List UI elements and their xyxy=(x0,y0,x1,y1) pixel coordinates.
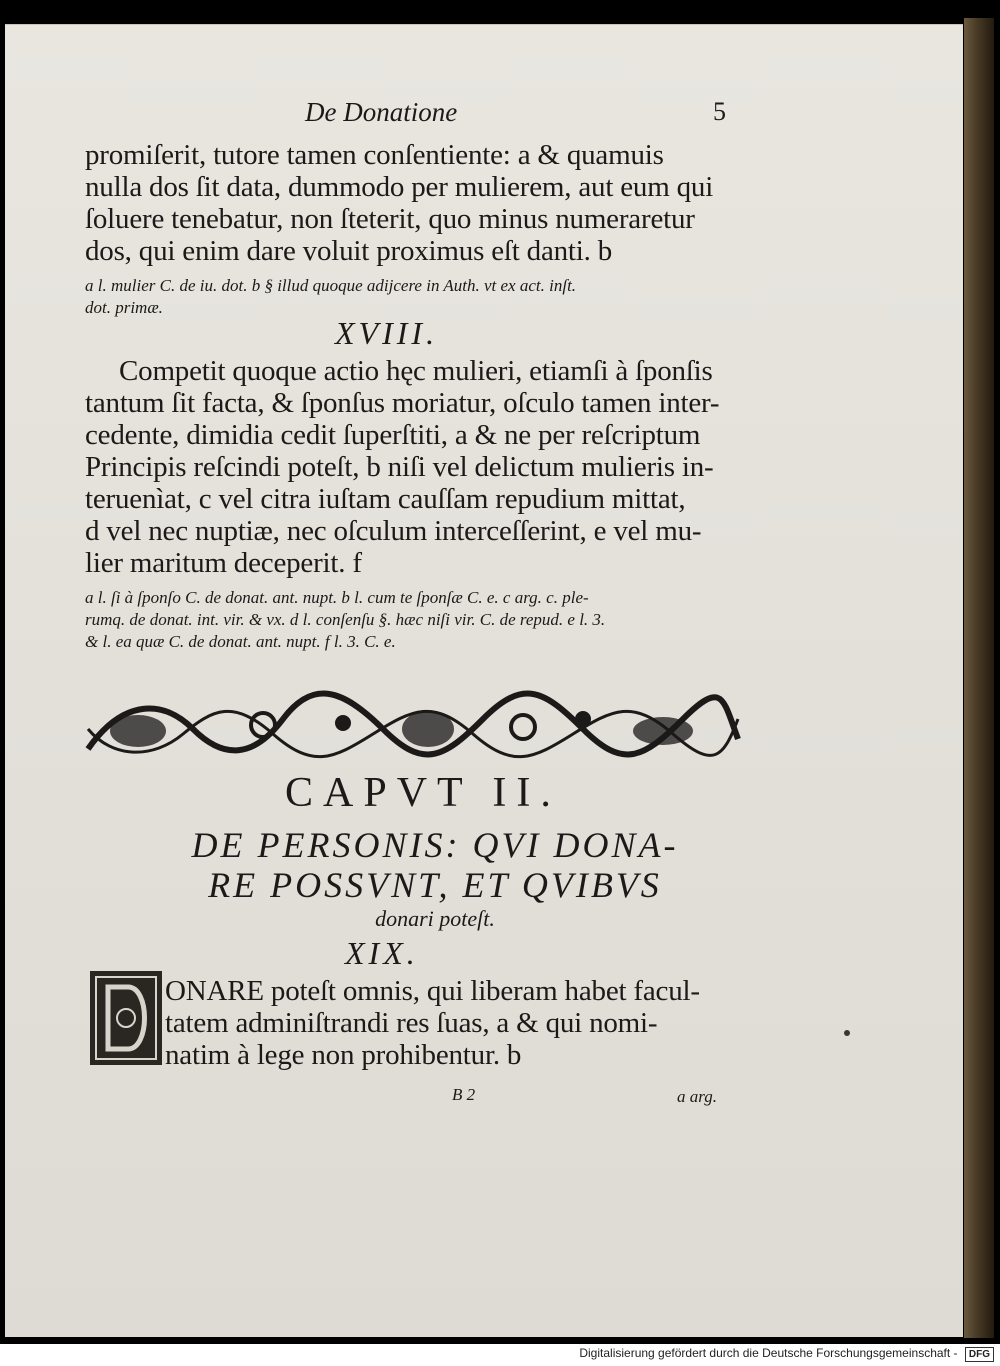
text-line: cedente, dimidia cedit ſuperſtiti, a & ne per reſcriptum xyxy=(85,419,701,451)
text-line: teruenìat, c vel citra iuſtam cauſſam repudium mittat, xyxy=(85,483,686,515)
text-line: ſoluere tenebatur, non ſteterit, quo minus numeraretur xyxy=(85,203,695,235)
text-line: lier maritum deceperit. f xyxy=(85,547,362,579)
dfg-logo: DFG xyxy=(965,1347,994,1362)
footnote-line: & l. ea quæ C. de donat. ant. nupt. f l. 3. C. e. xyxy=(85,632,396,651)
book-edge xyxy=(964,18,994,1338)
text-line: natim à lege non prohibentur. b xyxy=(165,1039,522,1071)
subtitle-line: donari poteſt. xyxy=(375,906,495,931)
text-line: Principis reſcindi poteſt, b niſi vel delictum mulieris in- xyxy=(85,451,714,483)
catchword: a arg. xyxy=(677,1087,717,1106)
footnote-line: a l. mulier C. de iu. dot. b § illud quoque adijcere in Auth. vt ex act. inſt. xyxy=(85,276,577,295)
subtitle-line: RE POSSVNT, ET QVIBVS xyxy=(208,865,662,905)
section-number-18: XVIII. xyxy=(335,315,439,351)
paragraph-19 xyxy=(165,975,745,1071)
paragraph-continued xyxy=(85,139,745,267)
text-line: nulla dos ſit data, dummodo per mulierem, aut eum qui xyxy=(85,171,714,203)
footnote-line: a l. ſi à ſponſo C. de donat. ant. nupt. b l. cum te ſponſæ C. e. c arg. c. ple- xyxy=(85,588,589,607)
text-line: d vel nec nuptiæ, nec oſculum interceſſerint, e vel mu- xyxy=(85,515,702,547)
section-number-19: XIX. xyxy=(345,935,419,971)
footnotes-2 xyxy=(85,587,745,653)
subtitle-line: DE PERSONIS: QVI DONA- xyxy=(191,825,679,865)
footnote-line: dot. primæ. xyxy=(85,298,163,317)
text-line: tantum ſit facta, & ſponſus moriatur, oſculo tamen inter- xyxy=(85,387,720,419)
text-line: ONARE poteſt omnis, qui liberam habet facul- xyxy=(165,975,700,1007)
digitization-credit xyxy=(579,1346,994,1362)
signature-mark: B 2 xyxy=(452,1085,476,1104)
paragraph-18 xyxy=(85,355,745,579)
footnotes-1 xyxy=(85,275,745,319)
text-line: tatem adminiſtrandi res ſuas, a & qui nomi- xyxy=(165,1007,658,1039)
decorated-initial-d xyxy=(88,969,164,1067)
chapter-subtitle xyxy=(85,825,785,933)
book-page xyxy=(5,24,963,1337)
chapter-title: CAPVT II. xyxy=(285,770,561,816)
credit-text: Digitalisierung gefördert durch die Deutsche Forschungsgemeinschaft - xyxy=(579,1346,958,1360)
text-line: dos, qui enim dare voluit proximus eſt danti. b xyxy=(85,235,613,267)
ink-spot xyxy=(844,1030,850,1036)
running-head: De Donatione xyxy=(305,97,458,127)
text-line: promiſerit, tutore tamen conſentiente: a & quamuis xyxy=(85,139,664,171)
text-line: Competit quoque actio hęc mulieri, etiamſi à ſponſis xyxy=(119,355,713,387)
footnote-line: rumq. de donat. int. vir. & vx. d l. conſenſu §. hæc niſi vir. C. de repud. e l. 3. xyxy=(85,610,606,629)
page-number: 5 xyxy=(713,97,726,126)
ornamental-border xyxy=(83,689,743,763)
